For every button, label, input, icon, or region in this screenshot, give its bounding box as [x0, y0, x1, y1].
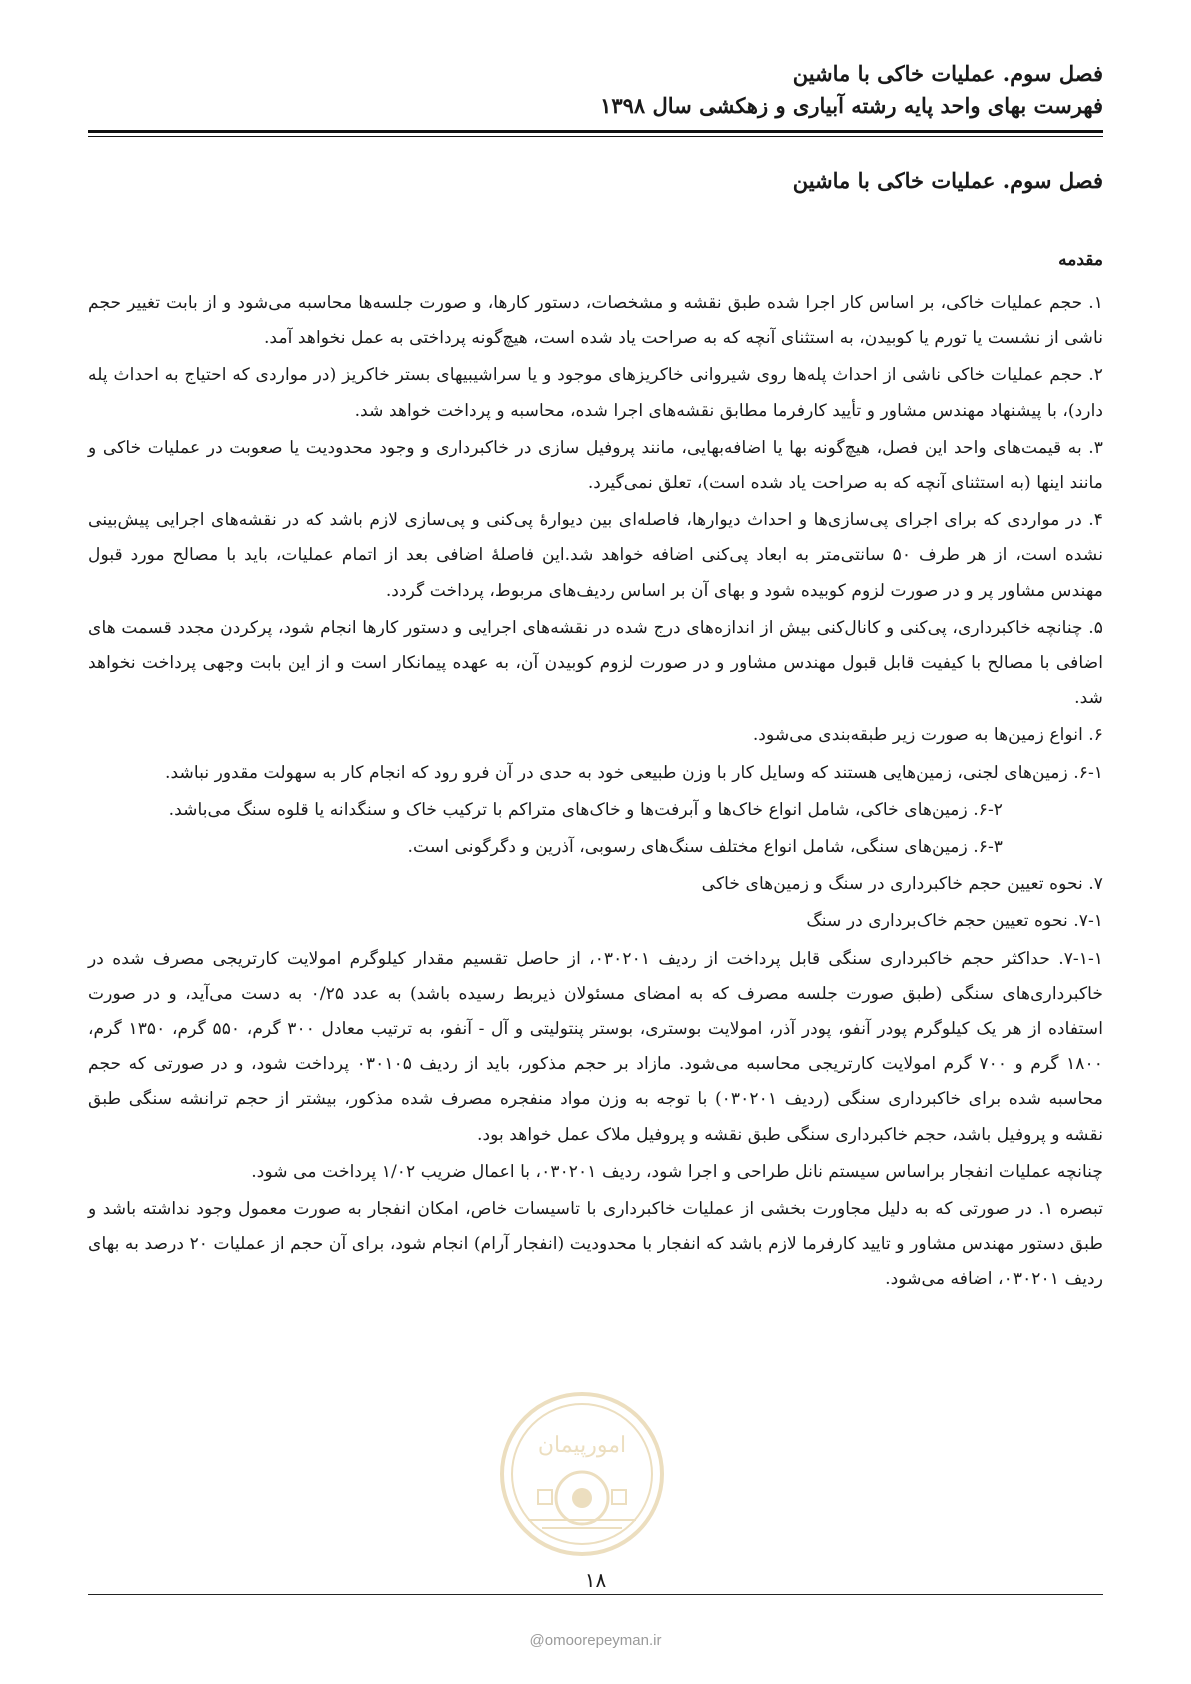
- header-document-title: فهرست بهای واحد پایه رشته آبیاری و زهکشی سال ۱۳۹۸: [600, 93, 1103, 118]
- paragraph-7: ۷. نحوه تعیین حجم خاکبرداری در سنگ و زمین‌های خاکی: [701, 874, 1103, 895]
- paragraph-6-1: ۶-۱. زمین‌های لجنی، زمین‌هایی هستند که وسایل کار با وزن طبیعی خود به حدی در آن فرو رود که انجام کار به سهولت مقدور نباشد.: [165, 762, 1103, 783]
- header-chapter: فصل سوم. عملیات خاکی با ماشین: [792, 61, 1103, 86]
- chapter-title: فصل سوم. عملیات خاکی با ماشین: [792, 168, 1103, 193]
- watermark-text: امورپیمان: [537, 1433, 627, 1458]
- header-rule-thin: [88, 136, 1103, 137]
- header-rule-thick: [88, 130, 1103, 133]
- footer-rule: [88, 1594, 1103, 1595]
- paragraph-4: ۴. در مواردی که برای اجرای پی‌سازی‌ها و احداث دیوارها، فاصله‌ای بین دیوارهٔ پی‌کنی و پی‌سازی لازم باشد که در نقشه‌های اجرایی پیش‌بینی نشده است، از هر طرف ۵۰ سانتی‌متر به ابعاد پی‌کنی اضافه خواهد شد.این فاصلهٔ اضافی بعد از اتمام عملیات، باید با مصالح مورد قبول مهندس مشاور پر و در صورت لزوم کوبیده شود و بهای آن بر اساس ردیف‌های مربوط، پرداخت گردد.: [88, 510, 1103, 601]
- paragraph-3: ۳. به قیمت‌های واحد این فصل، هیچ‌گونه بها یا اضافه‌بهایی، مانند پروفیل سازی در خاکبرداری و وجود محدودیت یا صعوبت در عملیات خاکی و مانند اینها (به استثنای آنچه که به صراحت یاد شده است)، تعلق نمی‌گیرد.: [88, 437, 1103, 494]
- watermark-logo: [498, 1390, 666, 1558]
- intro-heading: مقدمه: [1058, 250, 1103, 270]
- paragraph-5: ۵. چنانچه خاکبرداری، پی‌کنی و کانال‌کنی بیش از اندازه‌های درج شده در نقشه‌های اجرایی و دستور کارها انجام شود، پرکردن مجدد قسمت های اضافی با مصالح با کیفیت قابل قبول مهندس مشاور و در صورت لزوم کوبیدن آن، به عهده پیمانکار است و از این بابت وجهی پرداخت نخواهد شد.: [88, 617, 1103, 709]
- paragraph-1: ۱. حجم عملیات خاکی، بر اساس کار اجرا شده طبق نقشه و مشخصات، دستور کارها، و صورت جلسه‌ها محاسبه می‌شود و از بابت تغییر حجم ناشی از نشست یا تورم یا کوبیدن، به استثنای آنچه که به صراحت یاد شده است، هیچ‌گونه پرداختی به عمل نخواهد آمد.: [88, 293, 1103, 349]
- paragraph-6-3: ۶-۳. زمین‌های سنگی، شامل انواع مختلف سنگ‌های رسوبی، آذرین و دگرگونی است.: [407, 837, 1003, 858]
- footer-website: @omoorepeyman.ir: [529, 1632, 662, 1649]
- running-header: [88, 58, 1103, 122]
- note-1: تبصره ۱. در صورتی که به دلیل مجاورت بخشی از عملیات خاکبرداری با تاسیسات خاص، امکان انفجار به صورت معمول وجود نداشته باشد و طبق دستور مهندس مشاور و تایید کارفرما لازم باشد که انفجار با محدودیت (انفجار آرام) انجام شود، برای آن حجم از عملیات ۲۰ درصد به بهای ردیف ۰۳۰۲۰۱، اضافه می‌شود.: [88, 1199, 1103, 1290]
- page-number: ۱۸: [584, 1568, 607, 1592]
- paragraph-6: ۶. انواع زمین‌ها به صورت زیر طبقه‌بندی می‌شود.: [752, 725, 1103, 746]
- paragraph-nonel: چنانچه عملیات انفجار براساس سیستم نانل طراحی و اجرا شود، ردیف ۰۳۰۲۰۱، با اعمال ضریب ۱/۰۲ پرداخت می شود.: [251, 1161, 1103, 1182]
- paragraph-7-1-1: ۷-۱-۱. حداکثر حجم خاکبرداری سنگی قابل پرداخت از ردیف ۰۳۰۲۰۱، از حاصل تقسیم مقدار کیلوگرم امولایت کارتریجی مصرف شده در خاکبرداری‌های سنگی (طبق صورت جلسه مصرف که به امضای مسئولان ذیربط رسیده باشد) به عدد ۰/۲۵ به دست می‌آید، و در صورت استفاده از هر یک کیلوگرم پودر آنفو، پودر آذر، امولایت بوستری، بوستر پنتولیتی و آل - آنفو، به ترتیب معادل ۳۰۰ گرم، ۵۵۰ گرم، ۱۳۵۰ گرم، ۱۸۰۰ گرم و ۷۰۰ گرم امولایت کارتریجی محاسبه می‌شود. مازاد بر حجم مذکور، باید از ردیف ۰۳۰۱۰۵ پرداخت شود، و در صورتی که حجم محاسبه شده برای خاکبرداری سنگی (ردیف ۰۳۰۲۰۱) با توجه به وزن مواد منفجره مصرف شده مذکور، بیشتر از حجم ترانشه سنگی طبق نقشه و پروفیل باشد، حجم خاکبرداری سنگی طبق نقشه و پروفیل ملاک عمل خواهد بود.: [88, 948, 1104, 1145]
- paragraph-7-1: ۷-۱. نحوه تعیین حجم خاک‌برداری در سنگ: [806, 911, 1103, 932]
- body-text: [88, 286, 1103, 1300]
- paragraph-6-2: ۶-۲. زمین‌های خاکی، شامل انواع خاک‌ها و آبرفت‌ها و خاک‌های متراکم با ترکیب خاک و سنگدانه یا قلوه سنگ می‌باشد.: [168, 799, 1003, 820]
- paragraph-2: ۲. حجم عملیات خاکی ناشی از احداث پله‌ها روی شیروانی خاکریزهای موجود و یا سراشیبیهای بستر خاکریز (در مواردی که احتیاج به احداث پله دارد)، با پیشنهاد مهندس مشاور و تأیید کارفرما مطابق نقشه‌های اجرا شده، محاسبه و پرداخت خواهد شد.: [88, 365, 1103, 421]
